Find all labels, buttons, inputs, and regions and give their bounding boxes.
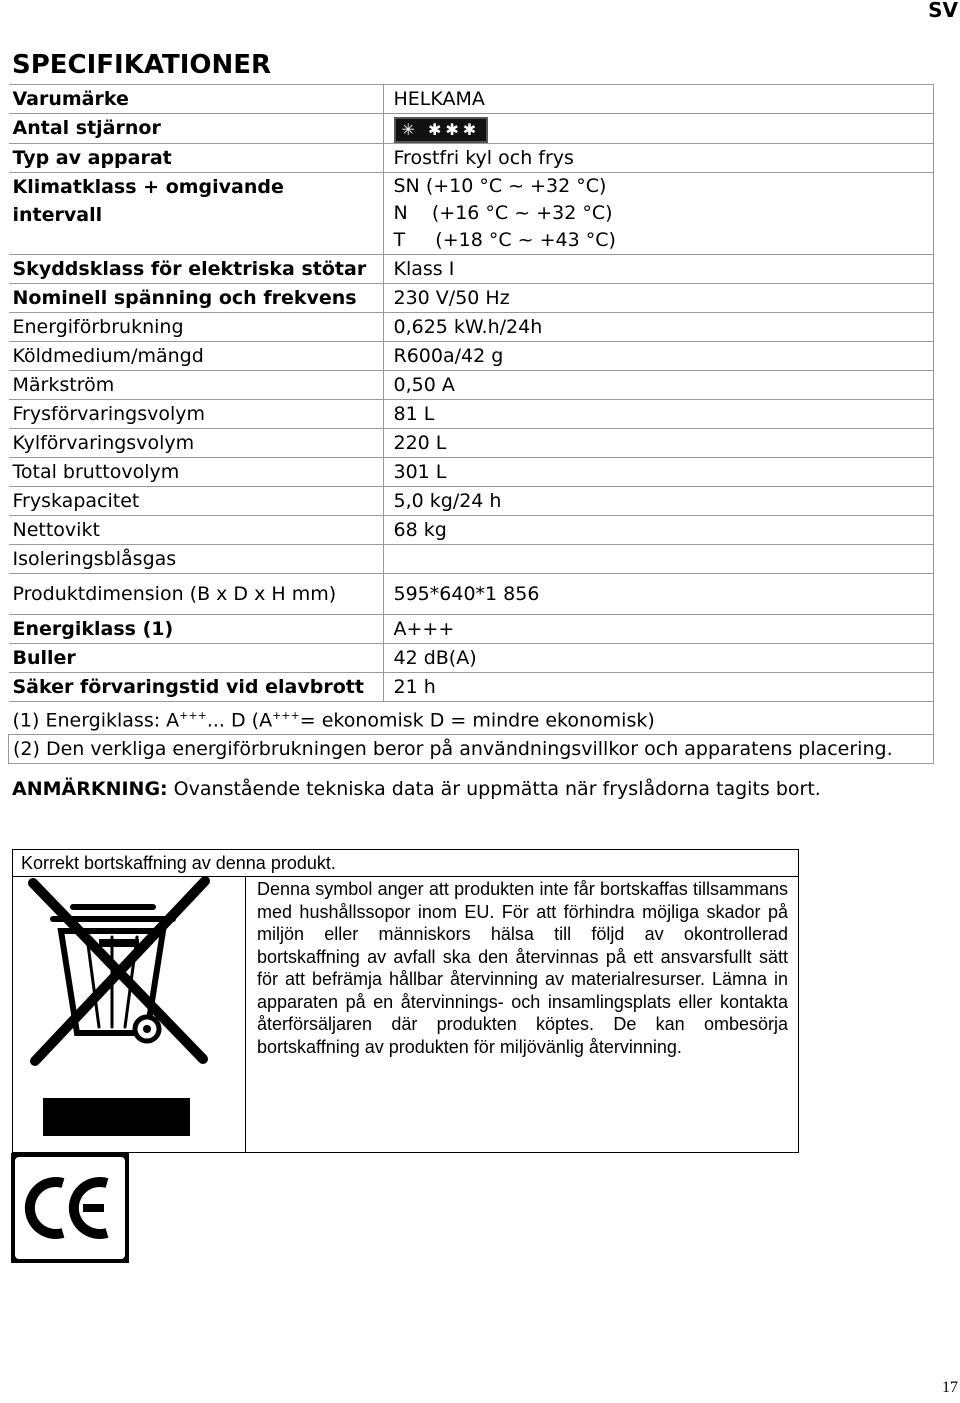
- spec-label: Energiförbrukning: [9, 313, 384, 342]
- spec-row: [9, 144, 934, 173]
- spec-row: [9, 458, 934, 487]
- spec-value: Frostfri kyl och frys: [383, 144, 934, 173]
- spec-label: Antal stjärnor: [9, 114, 384, 144]
- spec-row: [9, 255, 934, 284]
- spec-label: Nettovikt: [9, 516, 384, 545]
- spec-row: [9, 615, 934, 644]
- spec-value: A+++: [383, 615, 934, 644]
- footnote-row: [9, 702, 934, 735]
- spec-row: [9, 487, 934, 516]
- spec-label: Typ av apparat: [9, 144, 384, 173]
- freezer-stars-icon: ✳ ✱✱✱: [394, 117, 489, 143]
- climate-class-line: T (+18 °C ~ +43 °C): [393, 229, 616, 251]
- spec-value: 230 V/50 Hz: [383, 284, 934, 313]
- spec-label: Buller: [9, 644, 384, 673]
- spec-label: Köldmedium/mängd: [9, 342, 384, 371]
- footnote-energy-class: [9, 702, 934, 735]
- climate-class-line: SN (+10 °C ~ +32 °C): [393, 175, 607, 197]
- crossed-out-wheelie-bin-icon: [13, 877, 245, 1151]
- spec-value: R600a/42 g: [383, 342, 934, 371]
- spec-value: 5,0 kg/24 h: [383, 487, 934, 516]
- spec-value: [383, 114, 934, 144]
- spec-value: 595*640*1 856: [383, 574, 934, 615]
- spec-row: [9, 114, 934, 144]
- spec-row: [9, 313, 934, 342]
- spec-label: Frysförvaringsvolym: [9, 400, 384, 429]
- spec-label: Säker förvaringstid vid elavbrott: [9, 673, 384, 702]
- spec-value: 42 dB(A): [383, 644, 934, 673]
- spec-value: 0,50 A: [383, 371, 934, 400]
- spec-label: Nominell spänning och frekvens: [9, 284, 384, 313]
- footnote-row: [9, 735, 934, 764]
- remark-text: Ovanstående tekniska data är uppmätta när fryslådorna tagits bort.: [167, 778, 821, 800]
- footnote-text: ... D (A: [206, 709, 273, 732]
- spec-row: [9, 516, 934, 545]
- footnote-sup: +++: [179, 709, 207, 722]
- spec-row: [9, 644, 934, 673]
- spec-row: [9, 545, 934, 574]
- disposal-box: [12, 849, 799, 1153]
- spec-row: [9, 342, 934, 371]
- spec-label: Energiklass (1): [9, 615, 384, 644]
- footnote-text: (1) Energiklass: A: [12, 709, 180, 732]
- page-number: 17: [942, 1379, 958, 1396]
- page-title: SPECIFIKATIONER: [12, 50, 272, 80]
- spec-row: [9, 429, 934, 458]
- spec-label: Varumärke: [9, 85, 384, 114]
- spec-value: 301 L: [383, 458, 934, 487]
- spec-value: 21 h: [383, 673, 934, 702]
- spec-row: [9, 371, 934, 400]
- spec-value: HELKAMA: [383, 85, 934, 114]
- spec-value: 68 kg: [383, 516, 934, 545]
- spec-label: Produktdimension (B x D x H mm): [9, 574, 384, 615]
- spec-value: Klass I: [383, 255, 934, 284]
- spec-label: Fryskapacitet: [9, 487, 384, 516]
- spec-label: Skyddsklass för elektriska stötar: [9, 255, 384, 284]
- weee-symbol-cell: [13, 877, 246, 1152]
- footnote-sup: +++: [272, 709, 300, 722]
- spec-label: Total bruttovolym: [9, 458, 384, 487]
- language-code: SV: [928, 0, 958, 22]
- remark-label: ANMÄRKNING:: [12, 778, 168, 800]
- footnote-energy-consumption: (2) Den verkliga energiförbrukningen beror på användningsvillkor och apparatens placering.: [9, 735, 934, 764]
- spec-row: [9, 400, 934, 429]
- spec-value: 81 L: [383, 400, 934, 429]
- spec-value: 220 L: [383, 429, 934, 458]
- spec-label: Isoleringsblåsgas: [9, 545, 384, 574]
- disposal-text: Denna symbol anger att produkten inte får bortskaffas tillsammans med hushållssopor inom EU. För att förhindra möjliga skador på miljön eller människors hälsa till följd av okontrollerad bortskaffning av avfall ska den återvinnas på ett ansvarsfullt sätt för att befrämja hållbar återvinning av materialresurser. Lämna in apparaten på en återvinnings- och insamlingsplats eller kontakta återförsäljaren där produkten köptes. De kan ombesörja bortskaffning av produkten för miljövänlig återvinning.: [257, 879, 788, 1057]
- spec-value: 0,625 kW.h/24h: [383, 313, 934, 342]
- spec-row: [9, 85, 934, 114]
- spec-value: [383, 545, 934, 574]
- spec-table: [8, 84, 934, 764]
- spec-value: [383, 173, 934, 255]
- spec-row: [9, 574, 934, 615]
- spec-row: [9, 284, 934, 313]
- spec-row: [9, 173, 934, 255]
- ce-mark-icon: [11, 1153, 129, 1263]
- disposal-title: Korrekt bortskaffning av denna produkt.: [13, 850, 798, 877]
- remark: [12, 778, 821, 800]
- ce-mark: [11, 1153, 129, 1263]
- spec-row: [9, 673, 934, 702]
- footnote-text: = ekonomisk D = mindre ekonomisk): [299, 709, 655, 732]
- spec-label: Kylförvaringsvolym: [9, 429, 384, 458]
- climate-class-line: N (+16 °C ~ +32 °C): [393, 202, 613, 224]
- spec-label: Märkström: [9, 371, 384, 400]
- spec-label: Klimatklass + omgivande intervall: [9, 173, 384, 255]
